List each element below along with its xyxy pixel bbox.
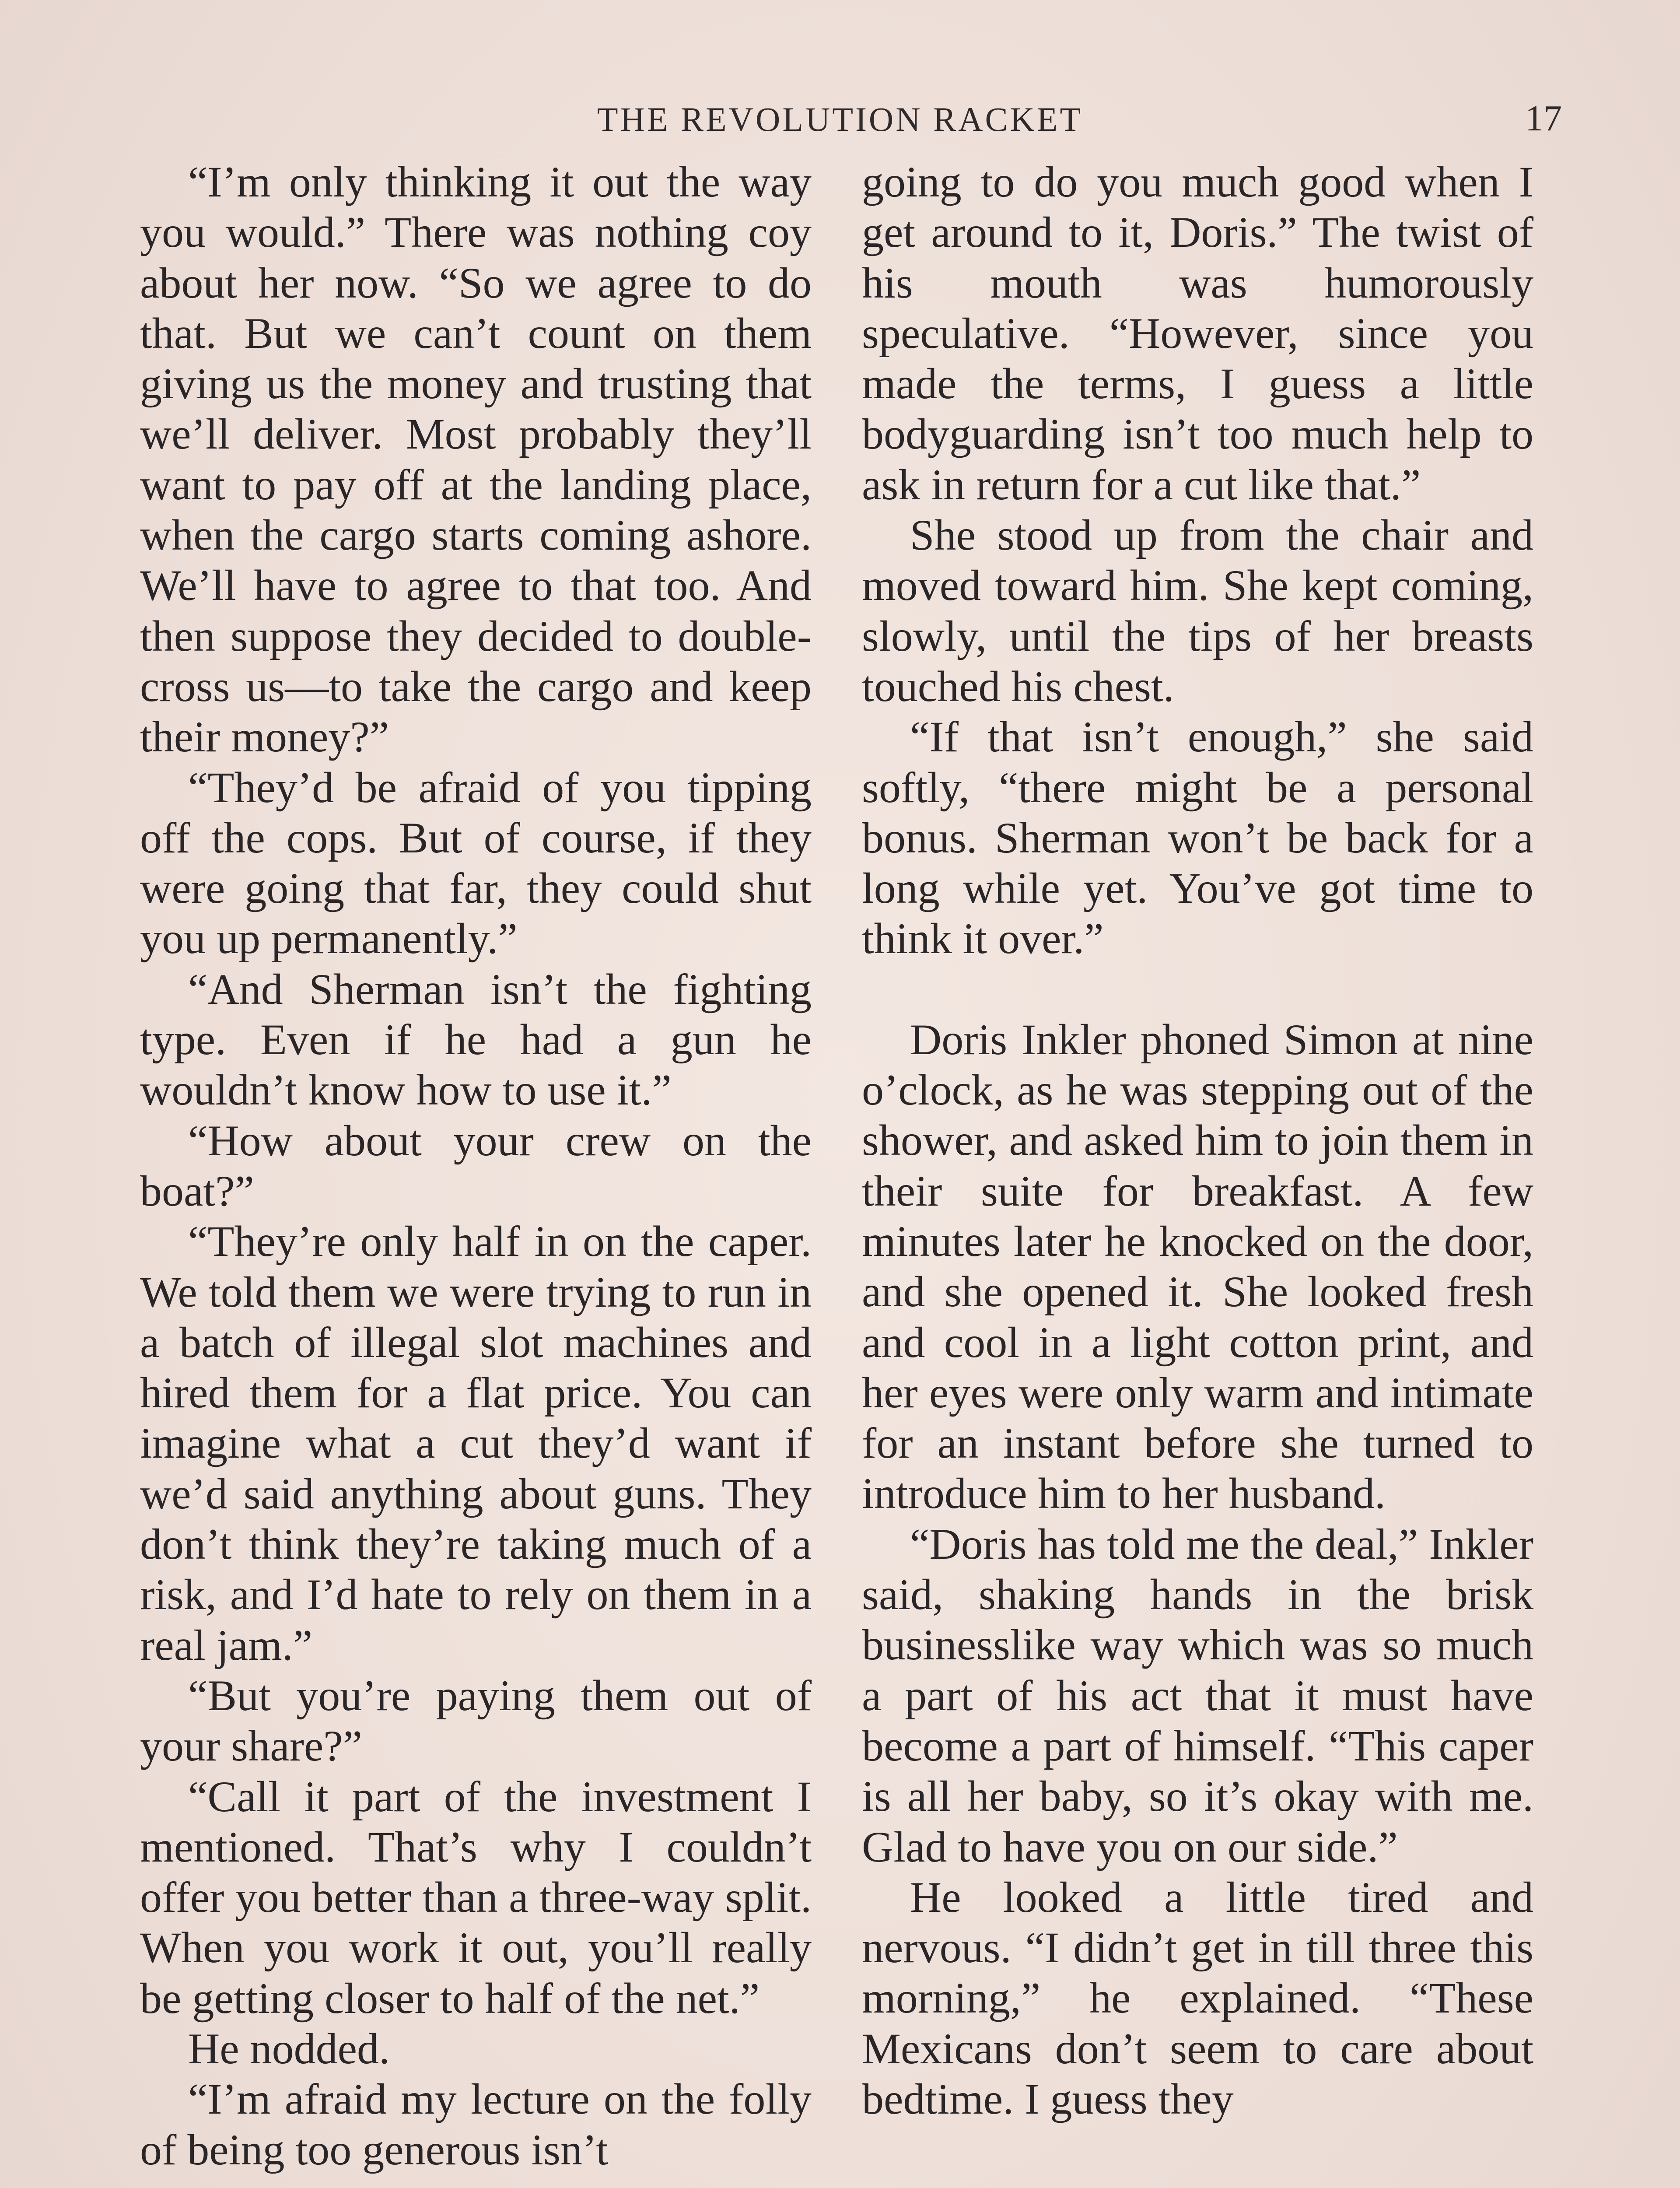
paragraph-continuation: going to do you much good when I get around to it, Doris.” The twist of his mouth was humorously speculative. “However, since you made the terms, I guess a little bodyguarding isn’t too much help to ask in return for a cut like that.” (862, 158, 1533, 509)
paragraph: “They’re only half in on the caper. We told them we were trying to run in a batch of illegal slot machines and hired them for a flat price. You can imagine what a cut they’d want if we’d said anything about guns. They don’t think they’re taking much of a risk, and I’d hate to rely on them in a real jam.” (140, 1217, 812, 1669)
paragraph: “How about your crew on the boat?” (140, 1116, 812, 1215)
paragraph: He nodded. (188, 2024, 390, 2073)
left-text-column (140, 157, 812, 2175)
paragraph: “Doris has told me the deal,” Inkler said, shaking hands in the brisk businesslike way which was so much a part of his act that it must have become a part of himself. “This caper is all her baby, so it’s okay with me. Glad to have you on our side.” (862, 1519, 1533, 1871)
paragraph: He looked a little tired and nervous. “I didn’t get in till three this morning,” he explained. “These Mexicans don’t seem to care about bedtime. I guess they (862, 1872, 1533, 2123)
paragraph: Doris Inkler phoned Simon at nine o’clock, as he was stepping out of the shower, and asked him to join them in their suite for breakfast. A few minutes later he knocked on the door, and she opened it. She looked fresh and cool in a light cotton print, and her eyes were only warm and intimate for an instant before she turned to introduce him to her husband. (862, 1015, 1533, 1518)
right-text-column (862, 157, 1533, 2124)
paragraph: “But you’re paying them out of your share?” (140, 1671, 812, 1771)
section-break (862, 964, 1533, 1014)
paragraph: “They’d be afraid of you tipping off the cops. But of course, if they were going that far, they could shut you up permanently.” (140, 763, 812, 963)
paragraph: “I’m afraid my lecture on the folly of being too generous isn’t (140, 2075, 812, 2174)
running-head-title: THE REVOLUTION RACKET (597, 100, 1083, 138)
paragraph: She stood up from the chair and moved toward him. She kept coming, slowly, until the tips of her breasts touched his chest. (862, 511, 1533, 711)
paragraph: “If that isn’t enough,” she said softly, “there might be a personal bonus. Sherman won’t be back for a long while yet. You’ve got time to think it over.” (862, 712, 1533, 963)
page-number: 17 (1525, 98, 1562, 139)
paragraph: “And Sherman isn’t the fighting type. Even if he had a gun he wouldn’t know how to use it.” (140, 964, 812, 1115)
paragraph: “I’m only thinking it out the way you would.” There was nothing coy about her now. “So we agree to do that. But we can’t count on them giving us the money and trusting that we’ll deliver. Most probably they’ll want to pay off at the landing place, when the cargo starts coming ashore. We’ll have to agree to that too. And then suppose they decided to double-cross us—to take the cargo and keep their money?” (140, 158, 812, 761)
paragraph: “Call it part of the investment I mentioned. That’s why I couldn’t offer you better than a three-way split. When you work it out, you’ll really be getting closer to half of the net.” (140, 1772, 812, 2023)
